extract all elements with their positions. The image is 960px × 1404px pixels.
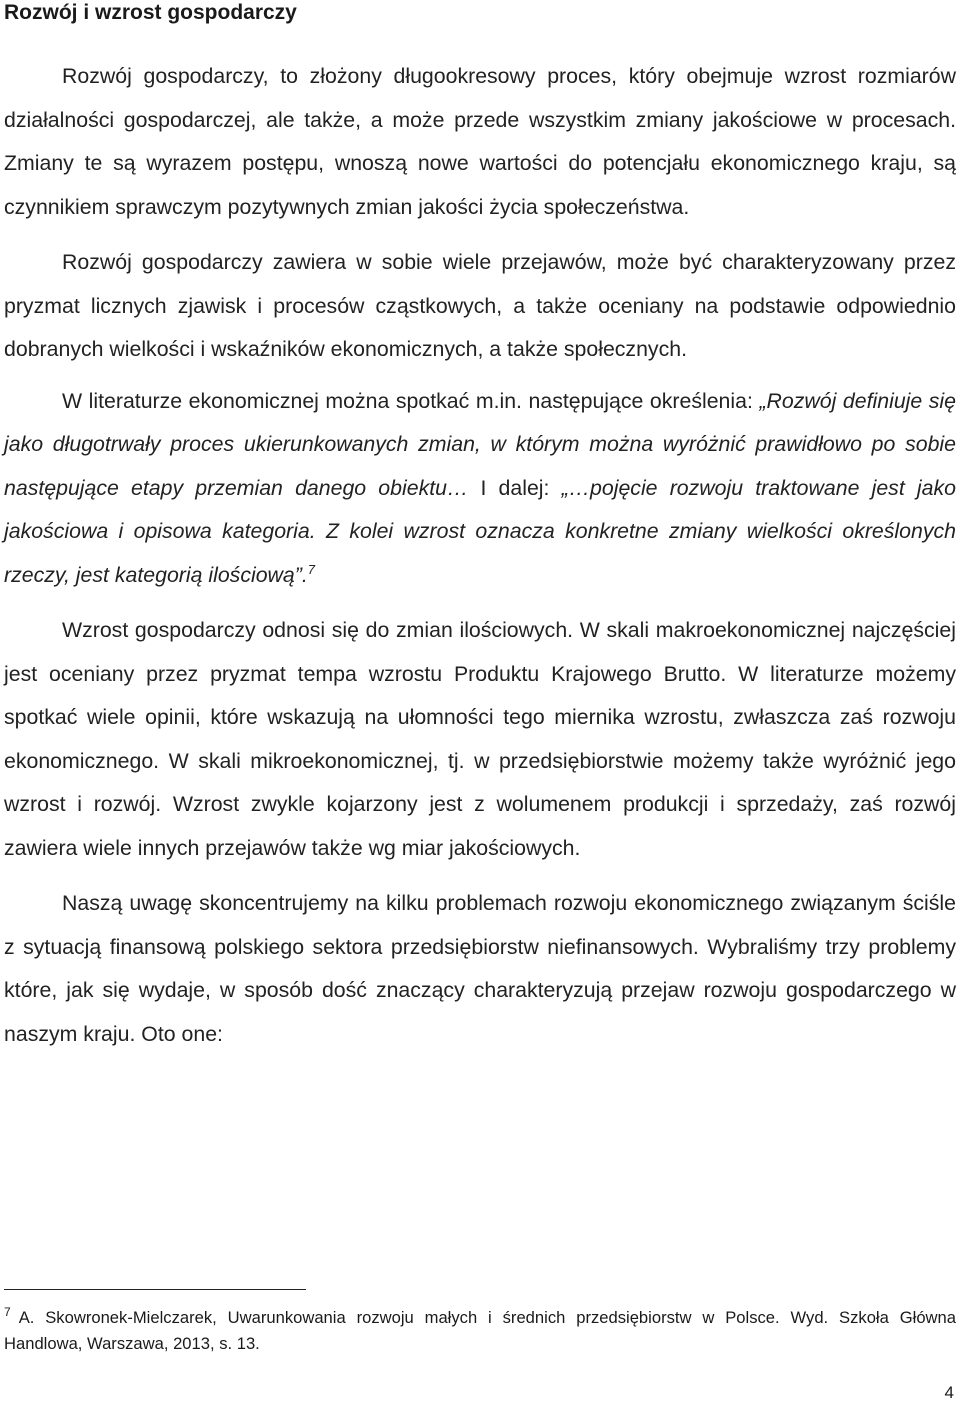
paragraph-economic-growth: Wzrost gospodarczy odnosi się do zmian ilościowych. W skali makroekonomicznej najczęściej jest oceniany przez pryzmat tempa wzrostu Produktu Krajowego Brutto. W literaturze możemy spotkać wiele opinii, które wskazują na ułomności tego miernika wzrostu, zwłaszcza zaś rozwoju ekonomicznego. W skali mikroekonomicznej, tj. w przedsiębiorstwie możemy także wyróżnić jego wzrost i rozwój. Wzrost zwykle kojarzony jest z wolumenem produkcji i sprzedaży, zaś rozwój zawiera wiele innych przejawów także wg miar jakościowych. [4, 618, 956, 860]
paragraph-focus-problems: Naszą uwagę skoncentrujemy na kilku problemach rozwoju ekonomicznego związanym ściśle z sytuacją finansową polskiego sektora przedsiębiorstw niefinansowych. Wybraliśmy trzy problemy które, jak się wydaje, w sposób dość znaczący charakteryzują przejaw rozwoju gospodarczego w naszym kraju. Oto one: [4, 891, 956, 1046]
literature-intro-text: W literaturze ekonomicznej można spotkać m.in. następujące określenia: [62, 388, 753, 413]
footnote-number: 7 [4, 1305, 11, 1319]
document-page [4, 0, 956, 1056]
footnote-separator [4, 1289, 306, 1290]
page-number: 4 [944, 1383, 954, 1402]
footnote-text: A. Skowronek-Mielczarek, Uwarunkowania rozwoju małych i średnich przedsiębiorstw w Polsce. Wyd. Szkoła Główna Handlowa, Warszawa, 2013, s. 13. [4, 1308, 956, 1353]
paragraph-development-definition: Rozwój gospodarczy, to złożony długookresowy proces, który obejmuje wzrost rozmiarów działalności gospodarczej, ale także, a może przede wszystkim zmiany jakościowe w procesach. Zmiany te są wyrazem postępu, wnoszą nowe wartości do potencjału ekonomicznego kraju, są czynnikiem sprawczym pozytywnych zmian jakości życia społeczeństwa. [4, 64, 956, 219]
footnote [4, 1299, 956, 1357]
section-heading: Rozwój i wzrost gospodarczy [4, 1, 297, 24]
paragraph-development-aspects: Rozwój gospodarczy zawiera w sobie wiele przejawów, może być charakteryzowany przez pryzmat licznych zjawisk i procesów cząstkowych, a także oceniany na podstawie odpowiednio dobranych wielkości i wskaźników ekonomicznych, a także społecznych. [4, 250, 956, 361]
paragraph-literature-definitions [4, 380, 956, 598]
quote-growth-definition: „…pojęcie rozwoju traktowane jest jako jakościowa i opisowa kategoria. Z kolei wzrost oznacza konkretne zmiany wielkości określonych rzeczy, jest kategorią ilościową”. [4, 475, 956, 587]
footnote-reference[interactable]: 7 [307, 561, 316, 577]
quote-connector-text: I dalej: [468, 475, 562, 500]
quote-development-definition: „Rozwój definiuje się jako długotrwały proces ukierunkowanych zmian, w którym można wyróżnić prawidłowo po sobie następujące etapy przemian danego obiektu… [4, 388, 957, 500]
